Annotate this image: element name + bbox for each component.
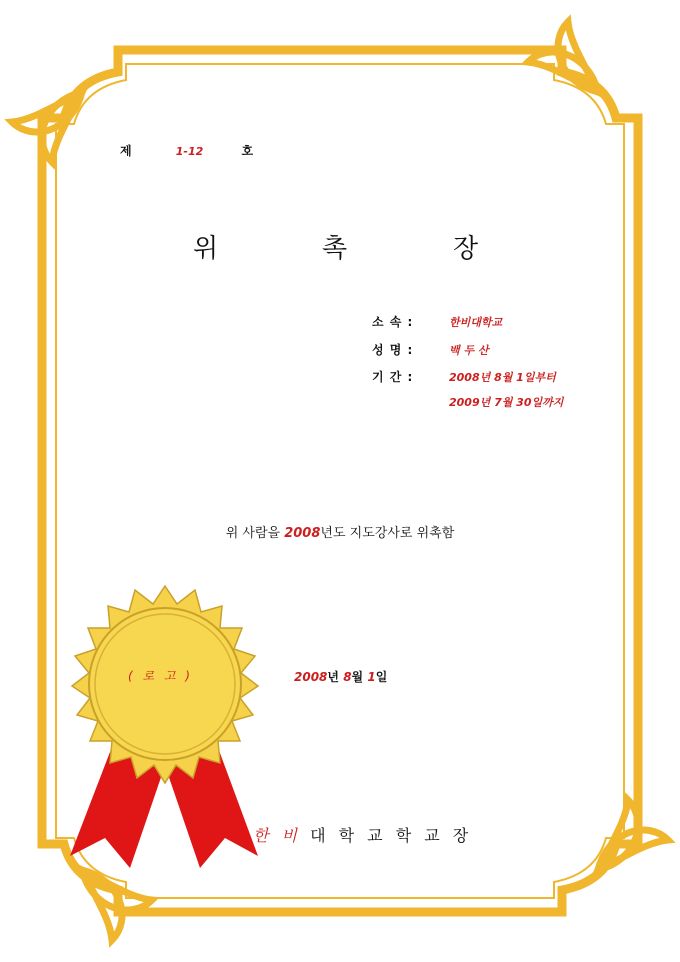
issue-year: 2008: [294, 670, 328, 684]
statement-suffix: 년도 지도강사로 위촉함: [320, 526, 455, 541]
title-char-2: 촉: [322, 234, 348, 264]
issue-day-unit: 일: [375, 670, 388, 684]
school-name-red: 한 비: [253, 826, 301, 845]
appointment-statement: [0, 522, 680, 541]
affiliation-label: 소 속 :: [372, 315, 414, 329]
school-president-signature: [253, 823, 472, 846]
name-label: 성 명 :: [372, 343, 414, 357]
issue-date: [294, 668, 387, 685]
issue-month: 8: [343, 670, 352, 684]
doc-no-prefix: 제: [120, 144, 132, 158]
statement-year: 2008: [284, 526, 321, 541]
gold-seal-icon: [50, 576, 280, 876]
title-char-1: 위: [193, 234, 219, 264]
doc-no-suffix: 호: [241, 144, 254, 158]
statement-prefix: 위 사람을: [225, 526, 285, 541]
document-number: [120, 142, 253, 159]
name-value: 백 두 산: [449, 344, 489, 357]
issue-month-unit: 월: [351, 670, 368, 684]
doc-no-value: 1-12: [175, 145, 204, 158]
title-char-3: 장: [453, 234, 479, 264]
school-name-rest: 대 학 교 학 교 장: [301, 826, 473, 845]
period-label: 기 간 :: [372, 370, 414, 384]
logo-placeholder: ( 로 고 ): [128, 669, 193, 683]
affiliation-value: 한비대학교: [449, 316, 503, 329]
issue-day: 1: [367, 670, 376, 684]
period-start: 2008년 8월 1일부터: [449, 371, 556, 384]
period-end: 2009년 7월 30일까지: [449, 396, 564, 409]
issue-year-unit: 년: [327, 670, 344, 684]
